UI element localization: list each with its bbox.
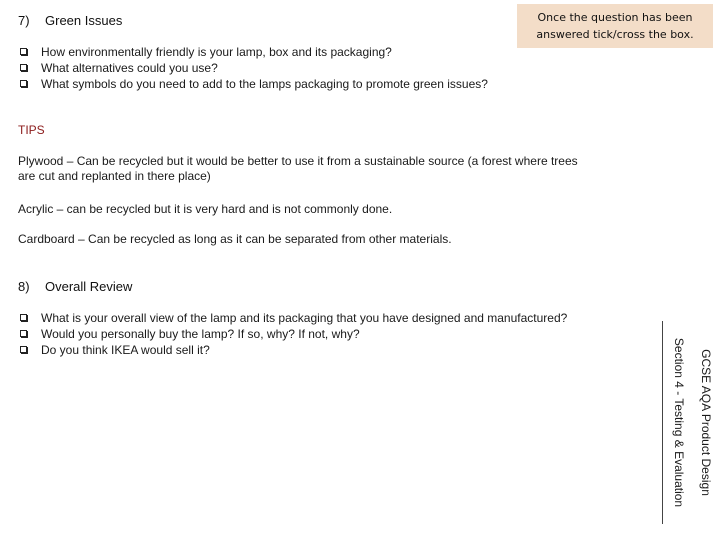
instruction-note-line-2: answered tick/cross the box.: [536, 28, 694, 41]
sidebar-course-label: [662, 321, 720, 524]
tip-plywood: [18, 154, 638, 184]
checklist-item: [20, 326, 567, 342]
checkbox-icon[interactable]: [20, 330, 27, 337]
checklist-item: [20, 342, 567, 358]
section-7-title: Green Issues: [45, 13, 123, 28]
sidebar-section-title: Section 4 - Testing & Evaluation: [672, 337, 686, 508]
checklist-item-text: How environmentally friendly is your lamp, box and its packaging?: [41, 45, 392, 59]
instruction-note-line-1: Once the question has been: [537, 11, 693, 24]
section-8-number: 8): [18, 279, 30, 294]
section-8-title: Overall Review: [45, 279, 133, 294]
checklist-item-text: Do you think IKEA would sell it?: [41, 343, 210, 357]
checklist-item-text: What is your overall view of the lamp and its packaging that you have designed and manufactured?: [41, 311, 568, 325]
checklist-item: [20, 60, 488, 76]
tip-plywood-line-1: Plywood – Can be recycled but it would be better to use it from a sustainable source (a forest where trees: [18, 154, 578, 168]
checkbox-icon[interactable]: [20, 48, 27, 55]
checkbox-icon[interactable]: [20, 346, 27, 353]
checklist-item: [20, 44, 488, 60]
checkbox-icon[interactable]: [20, 80, 27, 87]
tip-plywood-line-2: are cut and replanted in there place): [18, 169, 211, 183]
section-7-heading: [18, 13, 218, 29]
tip-acrylic: Acrylic – can be recycled but it is very hard and is not commonly done.: [18, 202, 393, 216]
checklist-item: [20, 76, 488, 92]
tip-cardboard: Cardboard – Can be recycled as long as it can be separated from other materials.: [18, 232, 452, 246]
checklist-item-text: What symbols do you need to add to the lamps packaging to promote green issues?: [41, 77, 488, 91]
tips-heading: TIPS: [18, 123, 45, 137]
checklist-item-text: Would you personally buy the lamp? If so, why? If not, why?: [41, 327, 360, 341]
section-8-heading: [18, 279, 218, 295]
checklist-item: [20, 310, 567, 326]
checkbox-icon[interactable]: [20, 314, 27, 321]
section-7-checklist: [20, 44, 488, 92]
instruction-note: [517, 4, 713, 48]
checklist-item-text: What alternatives could you use?: [41, 61, 218, 75]
sidebar-course-title: GCSE AQA Product Design: [699, 349, 713, 496]
section-7-number: 7): [18, 13, 30, 28]
checkbox-icon[interactable]: [20, 64, 27, 71]
section-8-checklist: [20, 310, 567, 358]
sidebar-rotated-text: [663, 321, 720, 524]
